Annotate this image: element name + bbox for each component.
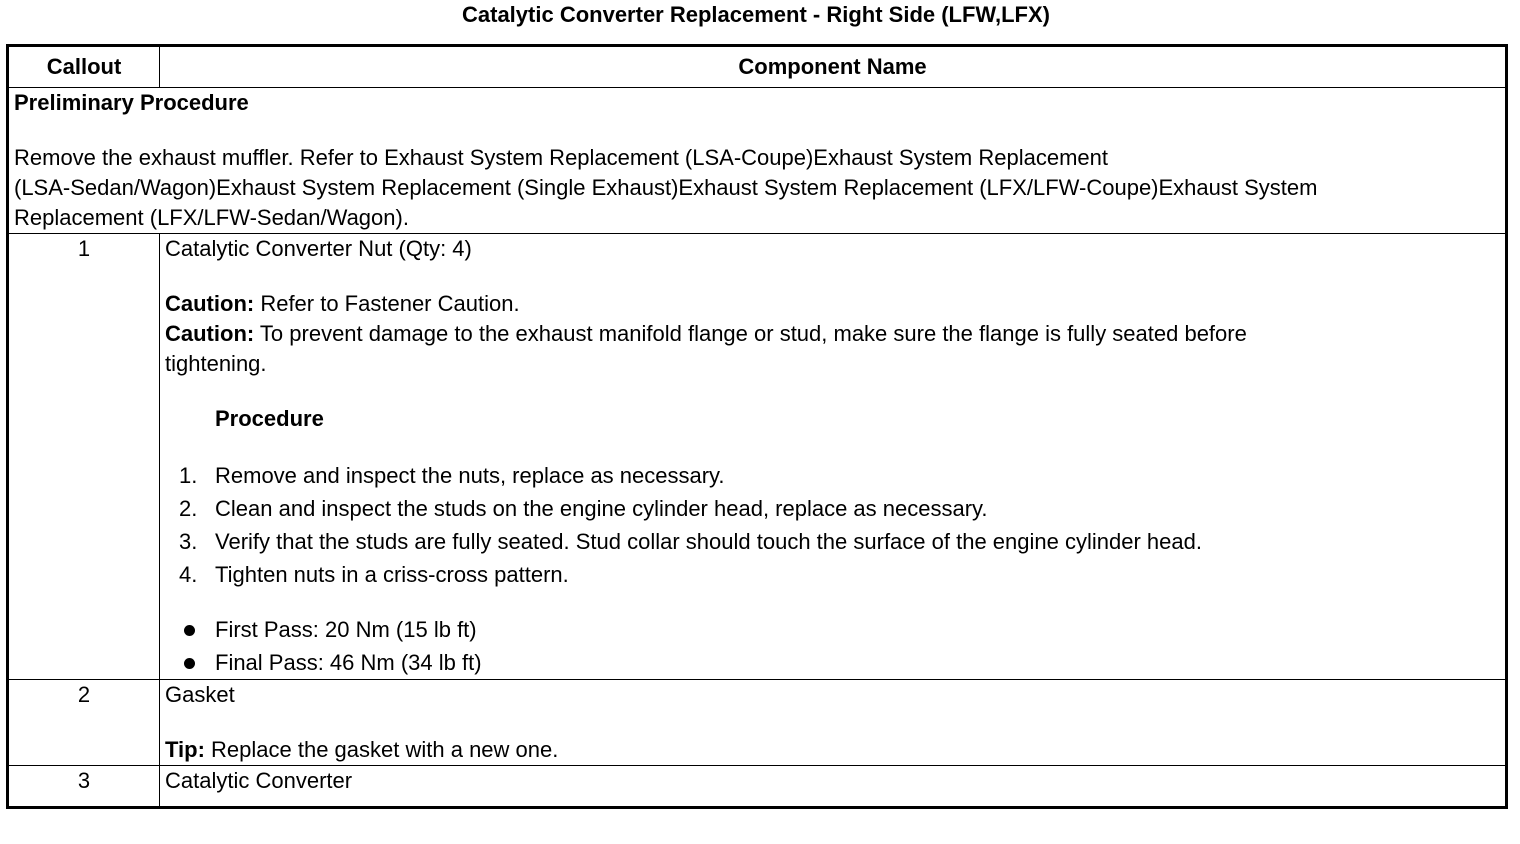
step-number: 2. (179, 496, 198, 521)
pass-text: First Pass: 20 Nm (15 lb ft) (215, 617, 477, 642)
header-row (8, 46, 1507, 88)
step-text: Remove and inspect the nuts, replace as necessary. (215, 463, 725, 488)
caution-line-2-cont: tightening. (165, 351, 267, 376)
component-name: Catalytic Converter Nut (Qty: 4) (165, 236, 472, 261)
caution-label: Caution: (165, 291, 255, 316)
caution-label: Caution: (165, 321, 255, 346)
callout-cell: 3 (8, 766, 160, 808)
step-number: 3. (179, 529, 198, 554)
tip-label: Tip: (165, 737, 205, 762)
list-item (165, 646, 1500, 679)
table-row (8, 766, 1507, 808)
preliminary-text-line2: (LSA-Sedan/Wagon)Exhaust System Replacement (Single Exhaust)Exhaust System Replacement (LFX/LFW-Coupe)Exhaust System (14, 175, 1318, 200)
list-item (165, 613, 1500, 646)
bullet-icon (184, 625, 195, 636)
header-callout: Callout (8, 46, 160, 88)
caution-text: Refer to Fastener Caution. (254, 291, 520, 316)
procedure-table (6, 44, 1508, 809)
page-title: Catalytic Converter Replacement - Right Side (LFW,LFX) (462, 2, 1050, 27)
step-text: Tighten nuts in a criss-cross pattern. (215, 562, 569, 587)
step-text: Verify that the studs are fully seated. Stud collar should touch the surface of the engine cylinder head. (215, 529, 1202, 554)
component-name: Gasket (165, 682, 235, 707)
caution-line-2 (165, 319, 1500, 349)
preliminary-cell (8, 88, 1507, 234)
step-number: 1. (179, 463, 198, 488)
preliminary-text-line1: Remove the exhaust muffler. Refer to Exhaust System Replacement (LSA-Coupe)Exhaust System Replacement (14, 145, 1108, 170)
pass-text: Final Pass: 46 Nm (34 lb ft) (215, 650, 482, 675)
list-item (165, 492, 1500, 525)
component-cell (160, 680, 1507, 766)
bullet-icon (184, 658, 195, 669)
callout-cell: 2 (8, 680, 160, 766)
caution-text: To prevent damage to the exhaust manifold flange or stud, make sure the flange is fully seated before (254, 321, 1247, 346)
list-item (165, 558, 1500, 591)
preliminary-heading: Preliminary Procedure (14, 90, 249, 115)
step-text: Clean and inspect the studs on the engine cylinder head, replace as necessary. (215, 496, 988, 521)
table-row (8, 680, 1507, 766)
list-item (165, 459, 1500, 492)
header-component-name: Component Name (160, 46, 1507, 88)
preliminary-row (8, 88, 1507, 234)
caution-line-1 (165, 289, 1500, 319)
list-item (165, 525, 1500, 558)
callout-cell: 1 (8, 234, 160, 680)
tip-line (165, 735, 1500, 765)
component-name: Catalytic Converter (160, 766, 1507, 808)
table-row (8, 234, 1507, 680)
component-cell (160, 234, 1507, 680)
step-number: 4. (179, 562, 198, 587)
preliminary-text-line3: Replacement (LFX/LFW-Sedan/Wagon). (14, 205, 409, 230)
procedure-heading: Procedure (215, 406, 324, 431)
tip-text: Replace the gasket with a new one. (204, 737, 559, 762)
